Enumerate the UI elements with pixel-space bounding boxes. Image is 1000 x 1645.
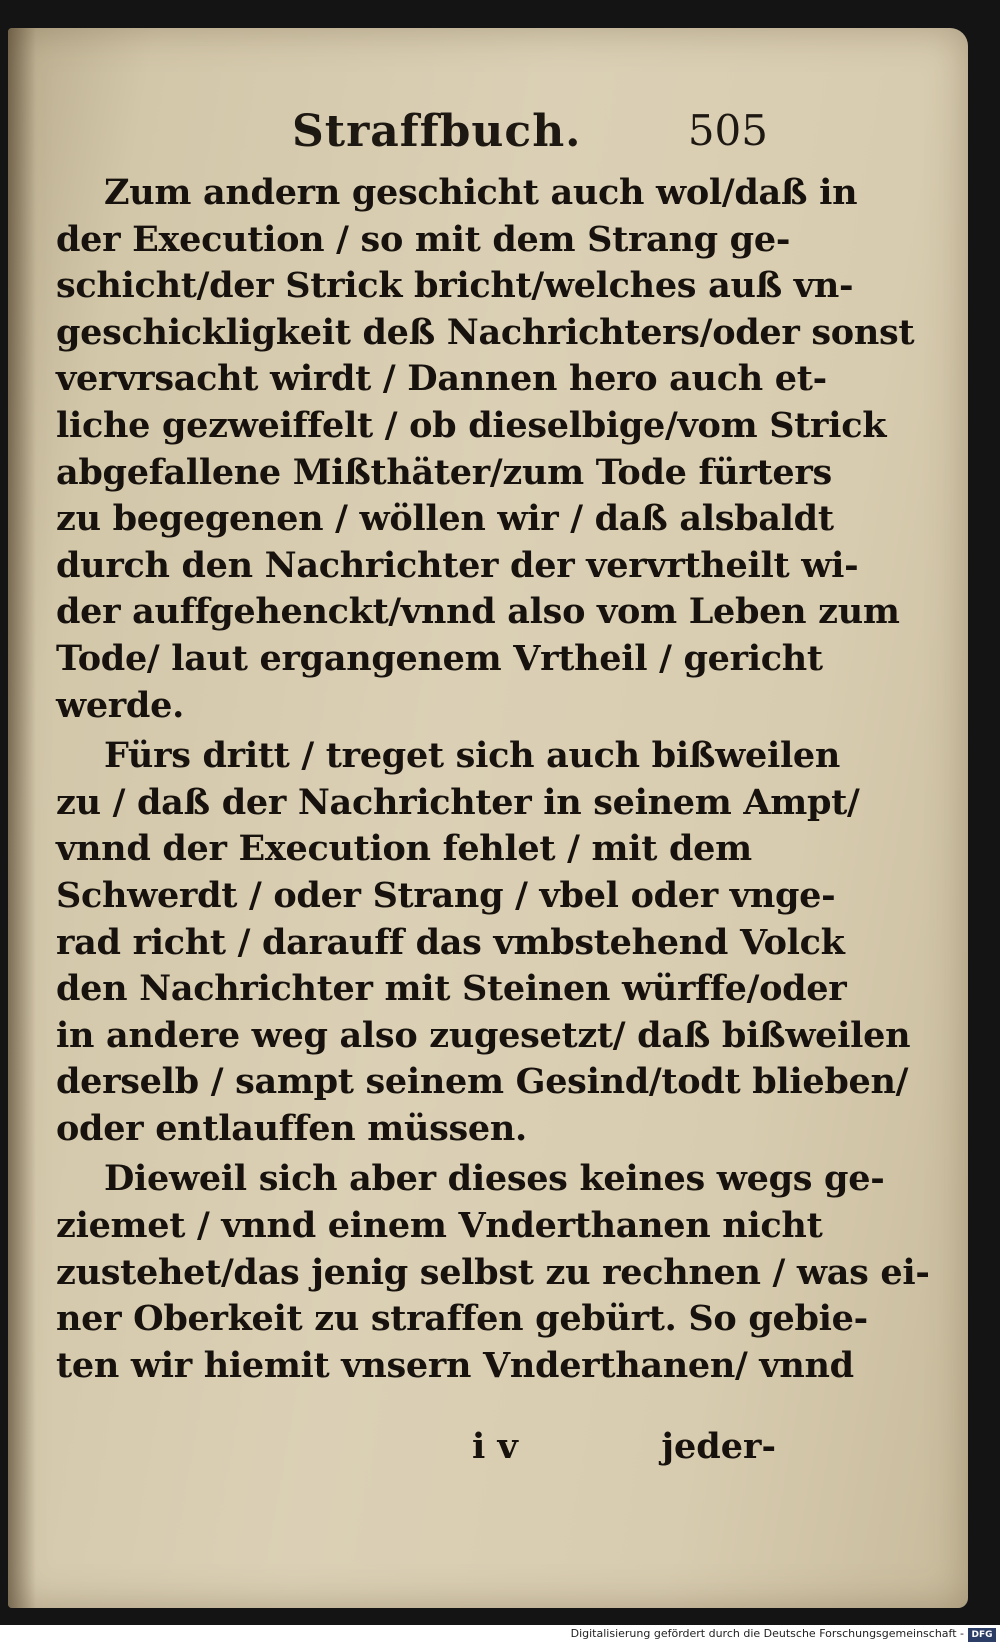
text-line: abgefallene Mißthäter/zum Tode fürters <box>56 451 832 493</box>
text-line: vnnd der Execution fehlet / mit dem <box>56 828 752 870</box>
text-line: schicht/der Strick bricht/welches auß vn- <box>56 265 854 307</box>
text-line: derselb / sampt seinem Gesind/todt blieben/ <box>56 1061 909 1103</box>
text-line: werde. <box>56 684 184 726</box>
text-line: zustehet/das jenig selbst zu rechnen / was ei- <box>56 1251 930 1293</box>
catchword: jeder- <box>661 1426 776 1467</box>
digitization-credit: Digitalisierung gefördert durch die Deutsche Forschungsgemeinschaft - <box>570 1627 964 1640</box>
text-line: ten wir hiemit vnsern Vnderthanen/ vnnd <box>56 1344 854 1386</box>
text-line: oder entlauffen müssen. <box>56 1107 527 1149</box>
text-line: rad richt / darauff das vmbstehend Volck <box>56 921 845 963</box>
signature-line <box>56 1426 776 1472</box>
book-page <box>8 28 968 1608</box>
text-line: Schwerdt / oder Strang / vbel oder vnge- <box>56 874 836 916</box>
paragraph-1 <box>56 170 915 729</box>
text-line: zu begegenen / wöllen wir / daß alsbaldt <box>56 498 834 540</box>
dfg-logo-icon: DFG <box>968 1628 996 1642</box>
text-line: Fürs dritt / treget sich auch bißweilen <box>104 735 841 777</box>
page-number: 505 <box>687 106 768 155</box>
text-line: Tode/ laut ergangenem Vrtheil / gericht <box>56 637 823 679</box>
text-line: den Nachrichter mit Steinen würffe/oder <box>56 968 847 1010</box>
text-line: liche gezweiffelt / ob dieselbige/vom Strick <box>56 404 887 446</box>
text-line: durch den Nachrichter der vervrtheilt wi- <box>56 544 859 586</box>
paragraph-3 <box>56 1156 930 1389</box>
text-line: Dieweil sich aber dieses keines wegs ge- <box>104 1158 885 1200</box>
text-line: Zum andern geschicht auch wol/daß in <box>104 172 858 213</box>
text-line: vervrsacht wirdt / Dannen hero auch et- <box>56 358 827 400</box>
footer-bar <box>0 1625 1000 1645</box>
page-header <box>68 100 768 170</box>
text-line: der Execution / so mit dem Strang ge- <box>56 218 791 260</box>
text-line: ziemet / vnnd einem Vnderthanen nicht <box>56 1205 823 1247</box>
page-spine-shadow <box>8 28 36 1608</box>
text-line: der auffgehenckt/vnnd also vom Leben zum <box>56 591 900 633</box>
text-line: in andere weg also zugesetzt/ daß bißweilen <box>56 1014 911 1056</box>
text-line: ner Oberkeit zu straffen gebürt. So gebie- <box>56 1298 868 1340</box>
paragraph-2 <box>56 733 911 1152</box>
signature-mark: i v <box>472 1426 518 1467</box>
text-line: zu / daß der Nachrichter in seinem Ampt/ <box>56 781 860 823</box>
text-line: geschickligkeit deß Nachrichters/oder sonst <box>56 311 915 353</box>
body-text <box>56 170 930 1389</box>
running-title: Straffbuch. <box>292 106 582 157</box>
